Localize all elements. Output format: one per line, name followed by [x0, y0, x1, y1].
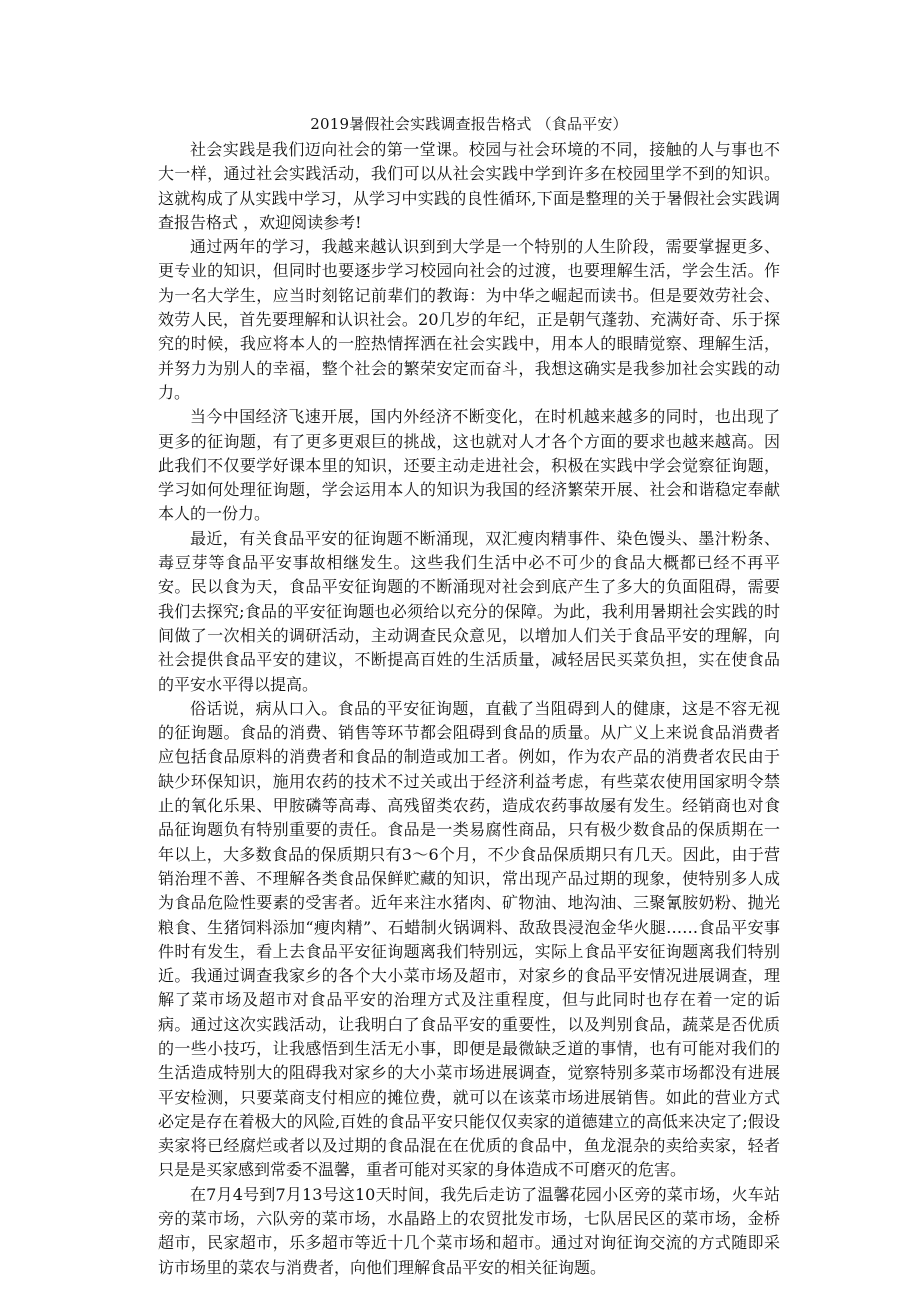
paragraph-intro: 社会实践是我们迈向社会的第一堂课。校园与社会环境的不同，接触的人与事也不大一样，通过社会实践活动，我们可以从社会实践中学到许多在校园里学不到的知识。这就构成了从实践中学习，从学习中实践的良性循环,下面是整理的关于暑假社会实践调查报告格式 ，欢迎阅读参考!	[158, 140, 780, 232]
document-body	[158, 112, 780, 1280]
paragraph-market-visits: 在7月4号到7月13号这10天时间，我先后走访了温馨花园小区旁的菜市场，火车站旁的菜市场，六队旁的菜市场，水晶路上的农贸批发市场，七队居民区的菜市场，金桥超市，民家超市，乐多超市等近十几个菜市场和超市。通过对询征询交流的方式随即采访市场里的菜农与消费者，向他们理解食品平安的相关征询题。	[158, 1184, 780, 1277]
paragraph-food-safety-issues: 最近，有关食品平安的征询题不断涌现，双汇瘦肉精事件、染色馒头、墨汁粉条、毒豆芽等食品平安事故相继发生。这些我们生活中必不可少的食品大概都已经不再平安。民以食为天，食品平安征询题的不断涌现对社会到底产生了多大的负面阻碍，需要我们去探究;食品的平安征询题也必须给以充分的保障。为此，我利用暑期社会实践的时间做了一次相关的调研活动，主动调查民众意见，以增加人们关于食品平安的理解，向社会提供食品平安的建议，不断提高百姓的生活质量，减轻居民买菜负担，实在使食品的平安水平得以提高。	[158, 528, 780, 694]
paragraph-economy: 当今中国经济飞速开展，国内外经济不断变化，在时机越来越多的同时，也出现了更多的征询题，有了更多更艰巨的挑战，这也就对人才各个方面的要求也越来越高。因此我们不仅要学好课本里的知识，还要主动走进社会，积极在实践中学会觉察征询题，学习如何处理征询题，学会运用本人的知识为我国的经济繁荣开展、社会和谐稳定奉献本人的一份力。	[158, 407, 780, 524]
document-title: 2019暑假社会实践调查报告格式 （食品平安）	[310, 115, 628, 133]
paragraph-study: 通过两年的学习，我越来越认识到到大学是一个特别的人生阶段，需要掌握更多、更专业的知识，但同时也要逐步学习校园向社会的过渡，也要理解生活，学会生活。作为一名大学生，应当时刻铭记前辈们的教诲：为中华之崛起而读书。但是要效劳社会、效劳人民，首先要理解和认识社会。20几岁的年纪，正是朝气蓬勃、充满好奇、乐于探究的时候，我应将本人的一腔热情挥洒在社会实践中，用本人的眼睛觉察、理解生活，并努力为别人的幸福，整个社会的繁荣安定而奋斗，我想这确实是我参加社会实践的动力。	[158, 237, 780, 402]
paragraph-investigation: 俗话说，病从口入。食品的平安征询题，直截了当阻碍到人的健康，这是不容无视的征询题。食品的消费、销售等环节都会阻碍到食品的质量。从广义上来说食品消费者应包括食品原料的消费者和食品的制造或加工者。例如，作为农产品的消费者农民由于缺少环保知识，施用农药的技术不过关或出于经济利益考虑，有些菜农使用国家明令禁止的氧化乐果、甲胺磷等高毒、高残留类农药，造成农药事故屡有发生。经销商也对食品征询题负有特别重要的责任。食品是一类易腐性商品，只有极少数食品的保质期在一年以上，大多数食品的保质期只有3～6个月，不少食品保质期只有几天。因此，由于营销治理不善、不理解各类食品保鲜贮藏的知识，常出现产品过期的现象，使特别多人成为食品危险性要素的受害者。近年来注水猪肉、矿物油、地沟油、三聚氰胺奶粉、抛光粮食、生猪饲料添加“瘦肉精”、石蜡制火锅调料、敌敌畏浸泡金华火腿……食品平安事件时有发生，看上去食品平安征询题离我们特别远，实际上食品平安征询题离我们特别近。我通过调查我家乡的各个大小菜市场及超市，对家乡的食品平安情况进展调查，理解了菜市场及超市对食品平安的治理方式及注重程度，但与此同时也存在着一定的诟病。通过这次实践活动，让我明白了食品平安的重要性，以及判别食品，蔬菜是否优质的一些小技巧，让我感悟到生活无小事，即便是最微缺乏道的事情，也有可能对我们的生活造成特别大的阻碍我对家乡的大小菜市场进展调查，觉察特别多菜市场都没有进展平安检测，只要菜商支付相应的摊位费，就可以在该菜市场进展销售。如此的营业方式必定是存在着极大的风险,百姓的食品平安只能仅仅卖家的道德建立的高低来决定了;假设卖家将已经腐烂或者以及过期的食品混在在优质的食品中，鱼龙混杂的卖给卖家，轻者只是是买家感到常委不温馨，重者可能对买家的身体造成不可磨灭的危害。	[158, 698, 780, 1180]
